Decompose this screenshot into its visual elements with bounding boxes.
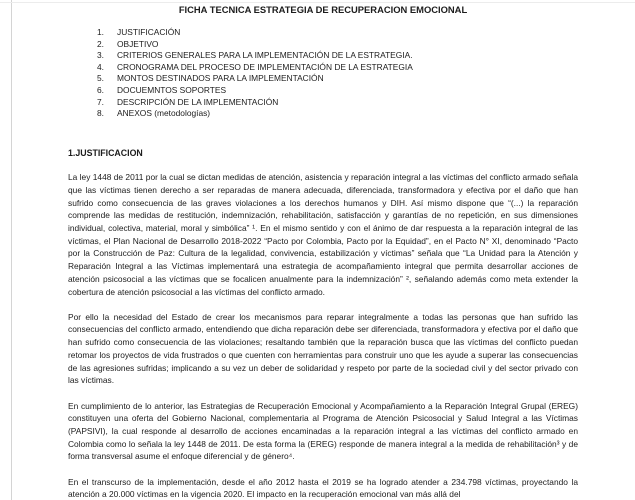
toc-item-label: CRONOGRAMA DEL PROCESO DE IMPLEMENTACIÓN DE LA ESTRATEGIA	[117, 61, 413, 72]
toc-item-number: 6.	[97, 84, 104, 95]
toc-item-label: CRITERIOS GENERALES PARA LA IMPLEMENTACIÓN DE LA ESTRATEGIA.	[117, 50, 413, 61]
toc-item-number: 7.	[97, 96, 104, 107]
toc-item	[97, 39, 578, 51]
toc-item-number: 2.	[97, 38, 104, 49]
toc-item	[97, 27, 578, 39]
toc-item-number: 4.	[97, 61, 104, 72]
toc-item-number: 1.	[97, 27, 104, 37]
body-paragraph: Por ello la necesidad del Estado de crear los mecanismos para reparar integralmente a todas las personas que han sufrido las consecuencias del conflicto armado, entendiendo que dicha reparación debe ser diferenciada, transformadora y efectiva por el daño que han sufrido como consecuencia de las violaciones; resaltando también que la reparación busca que las víctimas del conflicto puedan retomar los proyectos de vida frustrados o que cuenten con herramientas para construir uno que les ayude a superar las consecuencias de las agresiones sufridas; implicando a su vez un deber de solidaridad y respeto por parte de la sociedad civil y del sector privado con las víctimas.	[68, 311, 578, 386]
toc-item	[97, 73, 578, 85]
toc-item	[97, 85, 578, 97]
page-edge-vertical-line	[11, 0, 12, 500]
document-title: FICHA TECNICA ESTRATEGIA DE RECUPERACION EMOCIONAL	[178, 4, 468, 15]
body-paragraph: En cumplimiento de lo anterior, las Estrategias de Recuperación Emocional y Acompañamiento a la Reparación Integral Grupal (EREG) constituyen una oferta del Gobierno Nacional, complementaria al Programa de Atención Psicosocial y Salud Integral a las Víctimas (PAPSIVI), la cual responde al desarrollo de acciones encaminadas a la reparación integral a las víctimas del conflicto armado en Colombia como lo señala la ley 1448 de 2011. De esta forma la (EREG) responde de manera integral a la medida de rehabilitación³ y de forma transversal asume el enfoque diferencial y de género⁴.	[68, 400, 578, 462]
toc-item-number: 8.	[97, 108, 104, 119]
toc-item-label: ANEXOS (metodologías)	[117, 108, 211, 119]
section-body	[68, 171, 578, 500]
toc-item	[97, 62, 578, 74]
toc-item-label: OBJETIVO	[117, 38, 159, 49]
table-of-contents	[97, 27, 578, 120]
toc-item-label: DOCUEMNTOS SOPORTES	[117, 84, 227, 95]
section-heading-justificacion: 1.JUSTIFICACION	[68, 147, 143, 158]
body-paragraph: La ley 1448 de 2011 por la cual se dictan medidas de atención, asistencia y reparación integral a las víctimas del conflicto armado señala que las víctimas tienen derecho a ser reparadas de manera adecuada, diferenciada, transformadora y efectiva por el daño que han sufrido como consecuencia de las graves violaciones a los derechos humanos y DIH. Así mismo dispone que “(...) la reparación comprende las medidas de restitución, indemnización, rehabilitación, satisfacción y garantías de no repetición, en sus dimensiones individual, colectiva, material, moral y simbólica” ¹. En el mismo sentido y con el ánimo de dar respuesta a la reparación integral de las víctimas, el Plan Nacional de Desarrollo 2018-2022 “Pacto por Colombia, Pacto por la Equidad”, en el Pacto N° XI, denominado “Pacto por la Construcción de Paz: Cultura de la legalidad, convivencia, estabilización y víctimas” señala que “La Unidad para la Atención y Reparación Integral a las Víctimas implementará una estrategia de acompañamiento integral que permita desarrollar acciones de atención psicosocial a las víctimas que se focalicen anualmente para la indemnización” ², señalando además como meta extender la cobertura de atención psicosocial a las víctimas del conflicto armado.	[68, 172, 578, 297]
toc-item	[97, 97, 578, 109]
toc-item-label: JUSTIFICACIÓN	[117, 27, 181, 37]
toc-item	[97, 108, 578, 120]
toc-item-number: 5.	[97, 73, 104, 84]
toc-item-label: MONTOS DESTINADOS PARA LA IMPLEMENTACIÓN	[117, 73, 324, 84]
body-paragraph: En el transcurso de la implementación, desde el año 2012 hasta el 2019 se ha logrado atender a 234.798 víctimas, proyectando la atención a 20.000 víctimas en la vigencia 2020. El impacto en la recuperación emocional van más allá del	[68, 476, 578, 500]
toc-item	[97, 50, 578, 62]
toc-item-label: DESCRIPCIÓN DE LA IMPLEMENTACIÓN	[117, 96, 279, 107]
toc-item-number: 3.	[97, 50, 104, 61]
page-content	[68, 0, 578, 500]
